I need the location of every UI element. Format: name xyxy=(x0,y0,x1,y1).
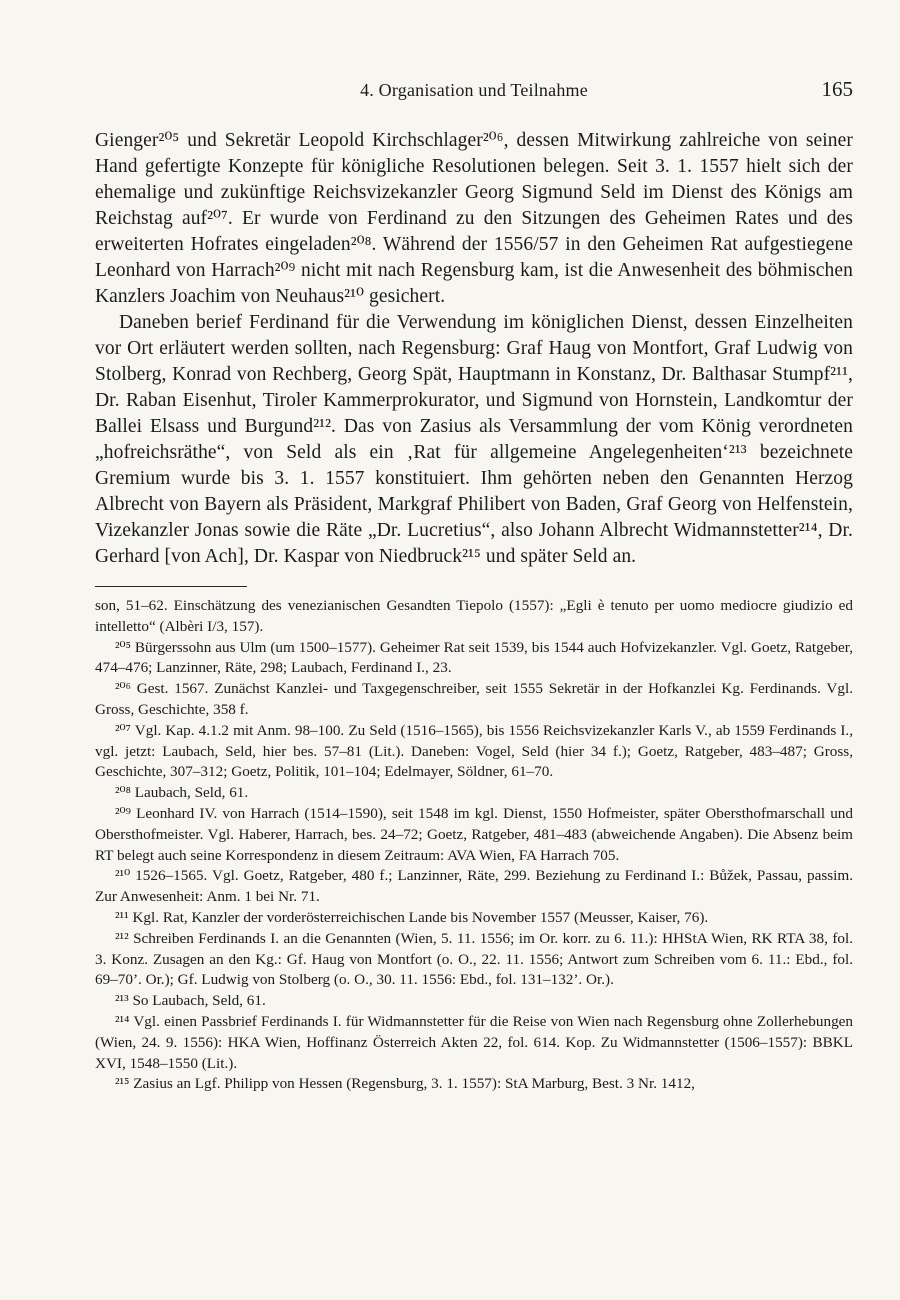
footnote-209: ²⁰⁹ Leonhard IV. von Harrach (1514–1590), seit 1548 im kgl. Dienst, 1550 Hofmeister, später Obersthofmarschall und Obersthofmeister. Vgl. Haberer, Harrach, bes. 24–72; Goetz, Ratgeber, 481–483 (abweichende Angaben). Die Absenz beim RT belegt auch seine Korrespondenz in diesem Zeitraum: AVA Wien, FA Harrach 705. xyxy=(95,804,853,864)
footnotes xyxy=(95,596,853,1095)
footnote-207: ²⁰⁷ Vgl. Kap. 4.1.2 mit Anm. 98–100. Zu Seld (1516–1565), bis 1556 Reichsvizekanzler Karls V., ab 1559 Ferdinands I., vgl. jetzt: Laubach, Seld, hier bes. 57–81 (Lit.). Daneben: Vogel, Seld (hier 34 f.); Goetz, Ratgeber, 483–487; Gross, Geschichte, 307–312; Goetz, Politik, 101–104; Edelmayer, Söldner, 61–70. xyxy=(95,721,853,781)
footnote-continuation: son, 51–62. Einschätzung des venezianischen Gesandten Tiepolo (1557): „Egli è tenuto per uomo mediocre giudizio ed intelletto“ (Albèri I/3, 157). xyxy=(95,597,853,635)
footnote-210: ²¹⁰ 1526–1565. Vgl. Goetz, Ratgeber, 480 f.; Lanzinner, Räte, 299. Beziehung zu Ferdinand I.: Bůžek, Passau, passim. Zur Anwesenheit: Anm. 1 bei Nr. 71. xyxy=(95,867,853,906)
running-title: 4. Organisation und Teilnahme xyxy=(360,80,588,100)
page-number: 165 xyxy=(821,77,853,101)
paragraph: Daneben berief Ferdinand für die Verwendung im königlichen Dienst, dessen Einzelheiten vor Ort erläutert werden sollten, nach Regensburg: Graf Haug von Montfort, Graf Ludwig von Stolberg, Konrad von Rechberg, Georg Spät, Hauptmann in Konstanz, Dr. Balthasar Stumpf²¹¹, Dr. Raban Eisenhut, Tiroler Kammerprokurator, und Sigmund von Hornstein, Landkomtur der Ballei Elsass und Burgund²¹². Das von Zasius als Versammlung der vom König verordneten „hofreichsräthe“, von Seld als ein ‚Rat für allgemeine Angelegenheiten‘²¹³ bezeichnete Gremium wurde bis 3. 1. 1557 konstituiert. Ihm gehörten neben den Genannten Herzog Albrecht von Bayern als Präsident, Markgraf Philibert von Baden, Graf Georg von Helfenstein, Vizekanzler Jonas sowie die Räte „Dr. Lucretius“, also Johann Albrecht Widmannstetter²¹⁴, Dr. Gerhard [von Ach], Dr. Kaspar von Niedbruck²¹⁵ und später Seld an. xyxy=(95,312,853,567)
footnote-213: ²¹³ So Laubach, Seld, 61. xyxy=(115,992,266,1010)
footnote-215: ²¹⁵ Zasius an Lgf. Philipp von Hessen (Regensburg, 3. 1. 1557): StA Marburg, Best. 3 Nr. 1412, xyxy=(115,1075,695,1093)
footnote-211: ²¹¹ Kgl. Rat, Kanzler der vorderösterreichischen Lande bis November 1557 (Meusser, Kaiser, 76). xyxy=(115,908,709,926)
footnote-206: ²⁰⁶ Gest. 1567. Zunächst Kanzlei- und Taxgegenschreiber, seit 1555 Sekretär in der Hofkanzlei Kg. Ferdinands. Vgl. Gross, Geschichte, 358 f. xyxy=(95,680,853,718)
footnote-212: ²¹² Schreiben Ferdinands I. an die Genannten (Wien, 5. 11. 1556; im Or. korr. zu 6. 11.): HHStA Wien, RK RTA 38, fol. 3. Konz. Zusagen an den Kg.: Gf. Haug von Montfort (o. O., 22. 11. 1556; Antwort zum Schreiben vom 6. 11.: Ebd., fol. 69–70’. Or.); Gf. Ludwig von Stolberg (o. O., 30. 11. 1556: Ebd., fol. 131–132’. Or.). xyxy=(95,929,853,989)
body-text xyxy=(95,128,853,570)
footnote-205: ²⁰⁵ Bürgerssohn aus Ulm (um 1500–1577). Geheimer Rat seit 1539, bis 1544 auch Hofvizekanzler. Vgl. Goetz, Ratgeber, 474–476; Lanzinner, Räte, 298; Laubach, Ferdinand I., 23. xyxy=(95,638,853,677)
page-header xyxy=(95,77,853,110)
footnote-214: ²¹⁴ Vgl. einen Passbrief Ferdinands I. für Widmannstetter für die Reise von Wien nach Regensburg ohne Zollerhebungen (Wien, 24. 9. 1556): HKA Wien, Hoffinanz Österreich Akten 22, fol. 614. Kop. Zu Widmannstetter (1506–1557): BBKL XVI, 1548–1550 (Lit.). xyxy=(95,1012,853,1072)
footnote-208: ²⁰⁸ Laubach, Seld, 61. xyxy=(115,784,249,802)
footnote-separator xyxy=(95,586,247,587)
paragraph: Gienger²⁰⁵ und Sekretär Leopold Kirchschlager²⁰⁶, dessen Mitwirkung zahlreiche von seiner Hand gefertigte Konzepte für königliche Resolutionen belegen. Seit 3. 1. 1557 hielt sich der ehemalige und zukünftige Reichsvizekanzler Georg Sigmund Seld im Dienst des Königs am Reichstag auf²⁰⁷. Er wurde von Ferdinand zu den Sitzungen des Geheimen Rates und des erweiterten Hofrates eingeladen²⁰⁸. Während der 1556/57 in den Geheimen Rat aufgestiegene Leonhard von Harrach²⁰⁹ nicht mit nach Regensburg kam, ist die Anwesenheit des böhmischen Kanzlers Joachim von Neuhaus²¹⁰ gesichert. xyxy=(95,130,853,307)
